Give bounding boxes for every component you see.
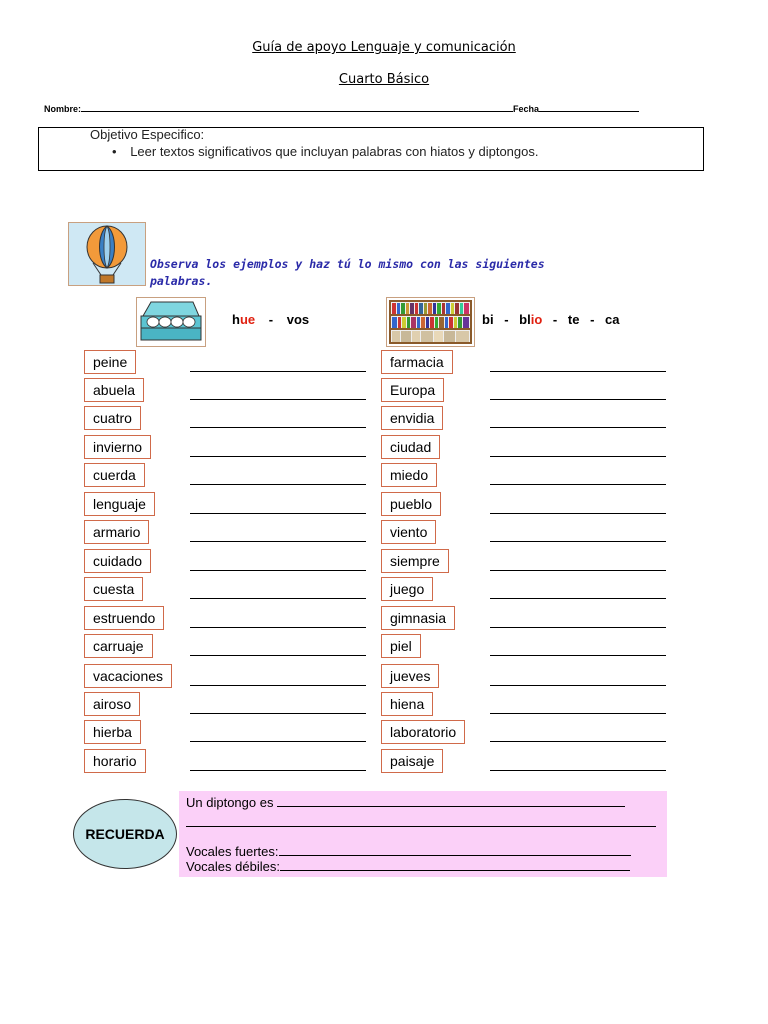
worksheet-subtitle: Cuarto Básico	[338, 72, 430, 87]
syllable: ca	[605, 312, 620, 327]
word-box: horario	[84, 749, 146, 773]
dash: -	[590, 312, 595, 327]
answer-line-right[interactable]	[490, 541, 666, 542]
word-box: armario	[84, 520, 149, 544]
word-box: ciudad	[381, 435, 440, 459]
nombre-label: Nombre:	[44, 104, 82, 114]
answer-line-right[interactable]	[490, 484, 666, 485]
answer-line-right[interactable]	[490, 655, 666, 656]
answer-line-right[interactable]	[490, 570, 666, 571]
word-box: envidia	[381, 406, 443, 430]
answer-line-right[interactable]	[490, 371, 666, 372]
recuerda-box	[179, 791, 667, 877]
vocales-fuertes-line	[186, 844, 631, 859]
word-box: juego	[381, 577, 433, 601]
word-box: cuerda	[84, 463, 145, 487]
answer-line-right[interactable]	[490, 513, 666, 514]
answer-line-left[interactable]	[190, 484, 366, 485]
answer-line-left[interactable]	[190, 685, 366, 686]
answer-line-right[interactable]	[490, 598, 666, 599]
word-box: viento	[381, 520, 436, 544]
answer-line-left[interactable]	[190, 371, 366, 372]
answer-line-left[interactable]	[190, 655, 366, 656]
syllable-highlight: io	[530, 312, 543, 327]
word-box: airoso	[84, 692, 140, 716]
word-box: farmacia	[381, 350, 453, 374]
answer-line-left[interactable]	[190, 770, 366, 771]
dash: -	[552, 312, 558, 327]
instruction-text: Observa los ejemplos y haz tú lo mismo con las siguientes palabras.	[150, 257, 545, 288]
objective-text: Leer textos significativos que incluyan palabras con hiatos y diptongos.	[130, 144, 539, 159]
answer-line-right[interactable]	[490, 627, 666, 628]
recuerda-label: RECUERDA	[85, 826, 165, 842]
word-box: pueblo	[381, 492, 441, 516]
worksheet-title: Guía de apoyo Lenguaje y comunicación	[252, 40, 516, 55]
name-date-row	[44, 103, 639, 114]
answer-line-right[interactable]	[490, 713, 666, 714]
answer-line-left[interactable]	[190, 713, 366, 714]
syllable: bl	[519, 312, 531, 327]
diptongo-answer-field-2[interactable]	[186, 815, 656, 827]
word-box: abuela	[84, 378, 144, 402]
fecha-field[interactable]	[539, 103, 639, 112]
answer-line-left[interactable]	[190, 456, 366, 457]
vocales-fuertes-field[interactable]	[279, 844, 631, 856]
answer-line-left[interactable]	[190, 741, 366, 742]
vocales-debiles-field[interactable]	[280, 859, 630, 871]
diptongo-answer-field[interactable]	[277, 795, 625, 807]
answer-line-left[interactable]	[190, 570, 366, 571]
vocales-debiles-line	[186, 859, 630, 874]
word-box: cuidado	[84, 549, 151, 573]
bullet: •	[112, 144, 117, 159]
vocales-fuertes-label: Vocales fuertes:	[186, 844, 279, 859]
word-box: piel	[381, 634, 421, 658]
answer-line-right[interactable]	[490, 770, 666, 771]
word-box: hierba	[84, 720, 141, 744]
answer-line-left[interactable]	[190, 399, 366, 400]
word-box: estruendo	[84, 606, 164, 630]
diptongo-label: Un diptongo es	[186, 795, 274, 810]
answer-line-left[interactable]	[190, 427, 366, 428]
answer-line-left[interactable]	[190, 627, 366, 628]
word-box: lenguaje	[84, 492, 155, 516]
answer-line-right[interactable]	[490, 456, 666, 457]
word-box: cuatro	[84, 406, 141, 430]
answer-line-right[interactable]	[490, 685, 666, 686]
syllable: vos	[286, 312, 310, 327]
answer-line-left[interactable]	[190, 513, 366, 514]
fecha-label: Fecha	[513, 104, 540, 114]
word-box: jueves	[381, 664, 439, 688]
vocales-debiles-label: Vocales débiles:	[186, 859, 280, 874]
word-box: hiena	[381, 692, 433, 716]
syllable: te	[567, 312, 580, 327]
recuerda-badge	[73, 799, 177, 869]
answer-line-right[interactable]	[490, 427, 666, 428]
word-box: Europa	[381, 378, 444, 402]
word-box: laboratorio	[381, 720, 465, 744]
word-box: siempre	[381, 549, 449, 573]
answer-line-left[interactable]	[190, 541, 366, 542]
answer-line-right[interactable]	[490, 741, 666, 742]
answer-line-left[interactable]	[190, 598, 366, 599]
diptongo-line	[186, 795, 625, 810]
word-box: peine	[84, 350, 136, 374]
dash: -	[268, 312, 274, 327]
egg-carton-icon	[136, 297, 206, 347]
example-right	[482, 312, 620, 327]
example-left	[232, 312, 309, 327]
objective-title: Objetivo Especifico:	[90, 127, 205, 142]
word-box: gimnasia	[381, 606, 455, 630]
objective-item	[112, 144, 539, 159]
answer-line-right[interactable]	[490, 399, 666, 400]
word-box: invierno	[84, 435, 151, 459]
bookshelf-icon	[386, 297, 475, 347]
blank-line	[186, 815, 656, 830]
syllable: bi	[482, 312, 494, 327]
dash: -	[504, 312, 509, 327]
nombre-field[interactable]	[81, 103, 513, 112]
word-box: carruaje	[84, 634, 153, 658]
word-box: cuesta	[84, 577, 143, 601]
word-box: miedo	[381, 463, 437, 487]
syllable: h	[232, 312, 240, 327]
word-box: vacaciones	[84, 664, 172, 688]
syllable-highlight: ue	[239, 312, 256, 327]
hot-air-balloon-icon	[68, 222, 146, 286]
word-box: paisaje	[381, 749, 443, 773]
